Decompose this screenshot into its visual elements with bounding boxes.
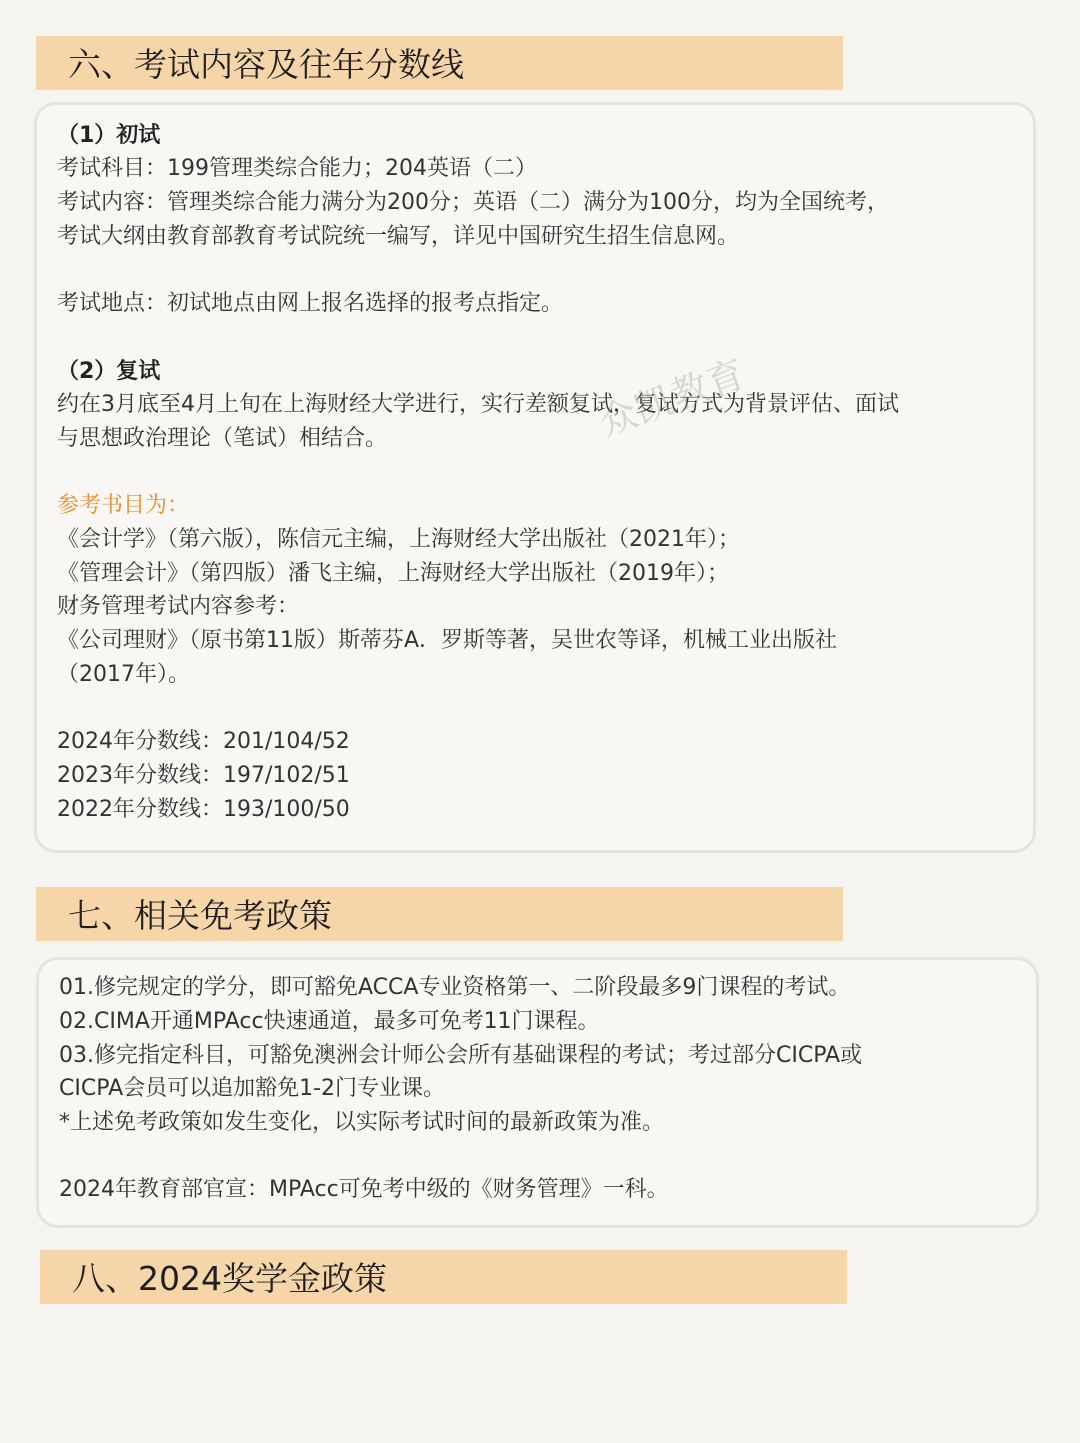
section-8-title: 八、2024奖学金政策 [40, 1250, 847, 1304]
exemption-item-2: 02.CIMA开通MPAcc快速通道，最多可免考11门课程。 [59, 1009, 600, 1034]
exemption-item-1: 01.修完规定的学分，即可豁免ACCA专业资格第一、二阶段最多9门课程的考试。 [59, 975, 851, 1000]
section-7-title: 七、相关免考政策 [36, 887, 843, 941]
retest-heading: （2）复试 [57, 359, 161, 384]
retest-line-2: 与思想政治理论（笔试）相结合。 [57, 426, 388, 451]
exam-content-line-2: 考试大纲由教育部教育考试院统一编写，详见中国研究生招生信息网。 [57, 224, 740, 249]
exemption-note: *上述免考政策如发生变化，以实际考试时间的最新政策为准。 [59, 1110, 665, 1135]
score-line-2022: 2022年分数线：193/100/50 [57, 797, 350, 822]
retest-line-1: 约在3月底至4月上旬在上海财经大学进行，实行差额复试，复试方式为背景评估、面试 [57, 392, 899, 417]
reference-books-heading: 参考书目为： [57, 493, 190, 518]
initial-exam-heading: （1）初试 [57, 123, 161, 148]
exemption-item-3-line-2: CICPA会员可以追加豁免1-2门专业课。 [59, 1076, 446, 1101]
book-corporate-finance-year: （2017年）。 [57, 662, 190, 687]
exam-location: 考试地点：初试地点由网上报名选择的报考点指定。 [57, 291, 564, 316]
score-line-2024: 2024年分数线：201/104/52 [57, 729, 350, 754]
book-accounting: 《会计学》（第六版），陈信元主编，上海财经大学出版社（2021年）； [57, 527, 740, 552]
score-line-2023: 2023年分数线：197/102/51 [57, 763, 350, 788]
book-corporate-finance: 《公司理财》（原书第11版）斯蒂芬A．罗斯等著，吴世农等译，机械工业出版社 [57, 628, 838, 653]
watermark: 众凯教育 [593, 351, 751, 445]
exemption-item-3-line-1: 03.修完指定科目，可豁免澳洲会计师公会所有基础课程的考试；考过部分CICPA或 [59, 1043, 863, 1068]
ministry-announcement: 2024年教育部官宣：MPAcc可免考中级的《财务管理》一科。 [59, 1177, 669, 1202]
exam-content-line-1: 考试内容：管理类综合能力满分为200分；英语（二）满分为100分，均为全国统考， [57, 190, 889, 215]
finance-reference-heading: 财务管理考试内容参考： [57, 594, 300, 619]
exam-subjects: 考试科目：199管理类综合能力；204英语（二） [57, 156, 537, 181]
section-6-title: 六、考试内容及往年分数线 [36, 36, 843, 90]
exam-content-card [34, 102, 1036, 853]
book-management-accounting: 《管理会计》（第四版）潘飞主编，上海财经大学出版社（2019年）； [57, 561, 729, 586]
exemption-policy-card [36, 957, 1039, 1228]
